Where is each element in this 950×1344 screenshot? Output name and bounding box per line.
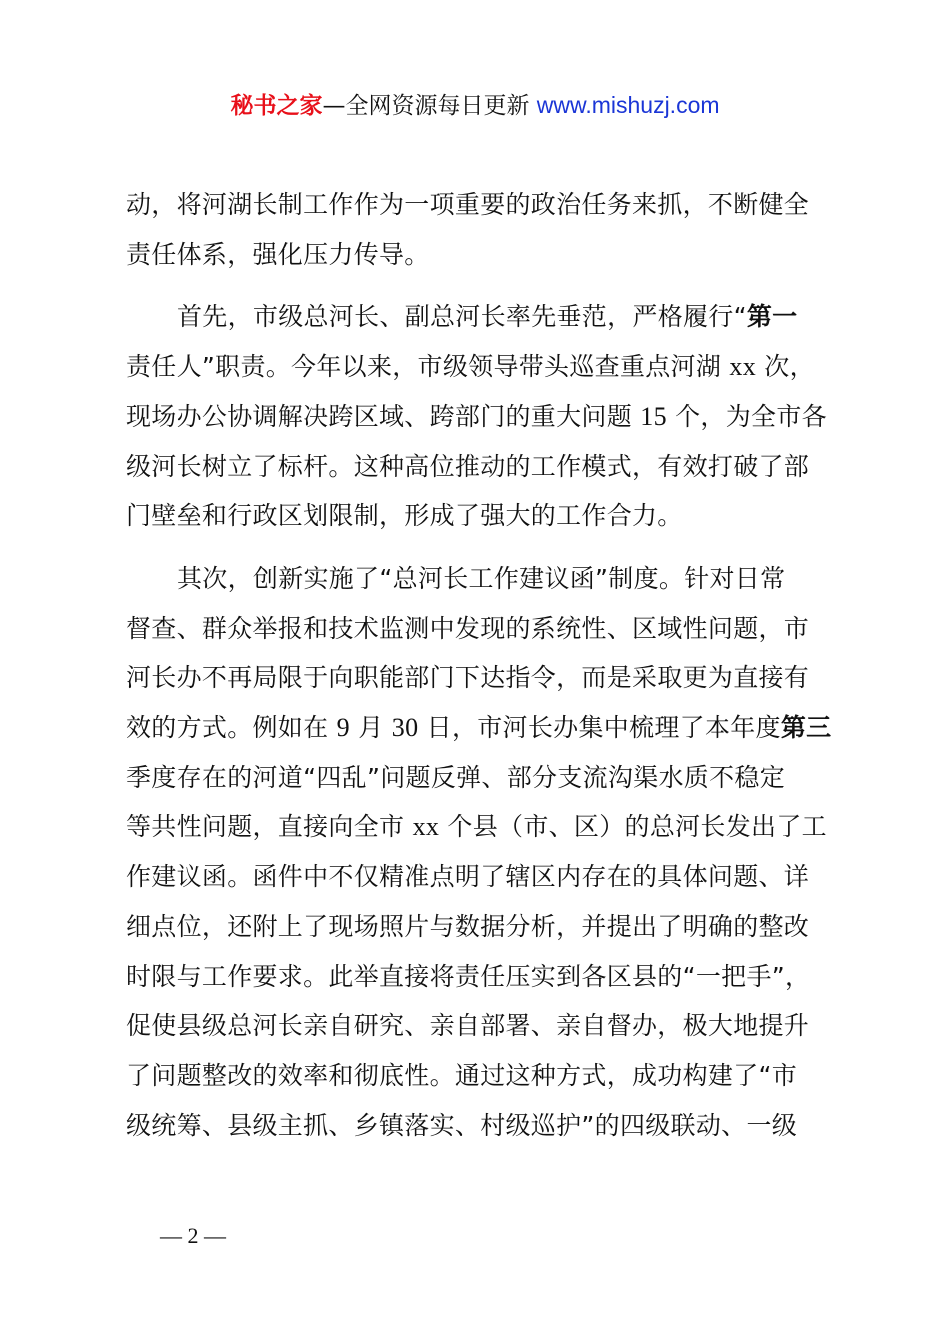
document-body xyxy=(126,180,832,1163)
text-line: 促使县级总河长亲自研究、亲自部署、亲自督办，极大地提升 xyxy=(126,1011,810,1041)
text-line: 级河长树立了标杆。这种高位推动的工作模式，有效打破了部 xyxy=(126,451,810,481)
text-line: 责任体系，强化压力传导。 xyxy=(126,239,430,269)
site-url-link[interactable]: www.mishuzj.com xyxy=(536,92,720,118)
text-line: 季度存在的河道“四乱”问题反弹、部分支流沟渠水质不稳定 xyxy=(126,762,786,792)
text-line: 其次，创新实施了“总河长工作建议函”制度。针对日常 xyxy=(177,563,786,593)
site-header xyxy=(0,88,950,123)
text-line: 效的方式。例如在 9 月 30 日，市河长办集中梳理了本年度第三 xyxy=(126,713,832,743)
text-line: 级统筹、县级主抓、乡镇落实、村级巡护”的四级联动、一级 xyxy=(126,1110,798,1140)
text-line: 动，将河湖长制工作作为一项重要的政治任务来抓，不断健全 xyxy=(126,190,810,219)
text-line: 时限与工作要求。此举直接将责任压实到各区县的“一把手”， xyxy=(126,961,811,991)
site-tagline: —全网资源每日更新 xyxy=(322,93,530,119)
page-number: — 2 — xyxy=(160,1223,226,1248)
text-line: 首先，市级总河长、副总河长率先垂范，严格履行“第一 xyxy=(177,302,798,332)
text-line: 门壁垒和行政区划限制，形成了强大的工作合力。 xyxy=(126,501,683,531)
text-line: 作建议函。函件中不仅精准点明了辖区内存在的具体问题、详 xyxy=(126,862,810,892)
text-line: 责任人”职责。今年以来，市级领导带头巡查重点河湖 xx 次， xyxy=(126,352,815,382)
text-line: 河长办不再局限于向职能部门下达指令，而是采取更为直接有 xyxy=(126,663,810,693)
bold-emphasis: 第三 xyxy=(780,713,832,743)
paragraph-second xyxy=(126,554,832,1150)
text-line: 了问题整改的效率和彻底性。通过这种方式，成功构建了“市 xyxy=(126,1060,798,1090)
paragraph-continued xyxy=(126,180,832,279)
text-line: 等共性问题，直接向全市 xx 个县（市、区）的总河长发出了工 xyxy=(126,812,827,842)
bold-emphasis: 第一 xyxy=(746,302,798,332)
paragraph-first xyxy=(126,292,832,541)
text-line: 细点位，还附上了现场照片与数据分析，并提出了明确的整改 xyxy=(126,911,810,941)
text-line: 现场办公协调解决跨区域、跨部门的重大问题 15 个，为全市各 xyxy=(126,401,827,431)
site-brand: 秘书之家 xyxy=(230,93,323,119)
text-line: 督查、群众举报和技术监测中发现的系统性、区域性问题，市 xyxy=(126,613,810,643)
